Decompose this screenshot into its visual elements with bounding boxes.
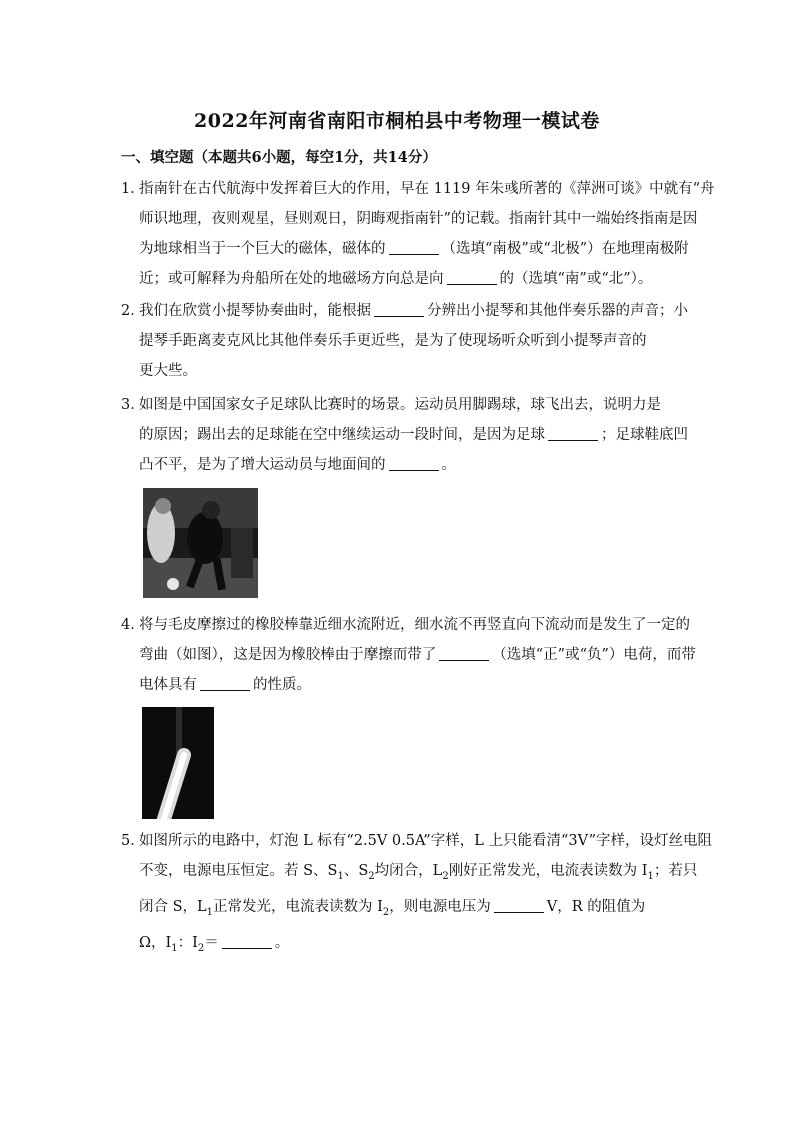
text-span: 我们在欣赏小提琴协奏曲时，能根据 — [139, 303, 371, 319]
text-span: 均闭合，L — [374, 863, 443, 879]
text-span: （选填“正”或“负”）电荷，而带 — [492, 647, 696, 663]
subscript: 2 — [442, 870, 449, 882]
answer-blank — [439, 646, 489, 661]
question-text — [121, 296, 688, 326]
subscript: 1 — [337, 870, 344, 882]
answer-blank — [222, 934, 272, 949]
subscript: 1 — [171, 942, 178, 954]
question-text: 如图是中国国家女子足球队比赛时的场景。运动员用脚踢球，球飞出去，说明力是 — [139, 397, 661, 413]
answer-blank — [374, 302, 424, 317]
question-text — [121, 420, 688, 450]
text-span: 的原因；踢出去的足球能在空中继续运动一段时间，是因为足球 — [139, 427, 545, 443]
question-5 — [121, 826, 713, 964]
text-span: 刚好正常发光，电流表读数为 I — [448, 863, 648, 879]
soccer-photo-drawing — [143, 488, 258, 598]
text-span: ＝ — [204, 934, 219, 951]
text-span: 分辨出小提琴和其他伴奏乐器的声音；小 — [427, 303, 688, 319]
text-span: Ω，I — [139, 934, 172, 951]
question-number: 5． — [121, 833, 145, 849]
text-span: 闭合 S，L — [139, 898, 207, 915]
question-1 — [121, 174, 715, 294]
question-3 — [121, 390, 688, 480]
question-text — [121, 264, 681, 294]
question-text — [121, 640, 696, 670]
text-span: 电体具有 — [139, 677, 197, 693]
text-span: 的（选填“南”或“北”）。 — [499, 271, 653, 287]
question-text: 如图所示的电路中，灯泡 L 标有“2.5V 0.5A”字样，L 上只能看清“3V”字样，设灯丝电阻 — [139, 833, 713, 849]
question-text — [121, 234, 689, 264]
answer-blank — [494, 898, 544, 913]
text-span: 不变，电源电压恒定。若 S、S — [139, 863, 338, 879]
question-text: 提琴手距离麦克风比其他伴奏乐手更近些，是为了使现场听众听到小提琴声音的 — [139, 333, 647, 349]
text-span: 正常发光，电流表读数为 I — [213, 898, 383, 915]
text-span: V，R 的阻值为 — [546, 898, 646, 915]
subscript: 2 — [197, 942, 205, 954]
text-span: 、S — [343, 863, 369, 879]
question-number: 2． — [121, 303, 145, 319]
question-text — [121, 856, 698, 892]
question-number: 1． — [121, 181, 145, 197]
subscript: 1 — [647, 870, 654, 882]
rubber-rod-photo — [142, 707, 214, 819]
question-text: 更大些。 — [139, 363, 197, 379]
answer-blank — [548, 426, 598, 441]
question-text: 指南针在古代航海中发挥着巨大的作用，早在 1119 年朱彧所著的《萍洲可谈》中就有“舟 — [139, 181, 715, 197]
answer-blank — [389, 456, 439, 471]
text-span: 为地球相当于一个巨大的磁体，磁体的 — [139, 241, 386, 257]
answer-blank — [389, 240, 439, 255]
question-text: 将与毛皮摩擦过的橡胶棒靠近细水流附近，细水流不再竖直向下流动而是发生了一定的 — [139, 617, 690, 633]
answer-blank — [447, 270, 497, 285]
text-span: ；足球鞋底凹 — [601, 427, 688, 443]
text-span: 凸不平，是为了增大运动员与地面间的 — [139, 457, 386, 473]
text-span: ，则电源电压为 — [389, 898, 491, 915]
question-text — [121, 670, 681, 700]
subscript: 2 — [368, 870, 375, 882]
question-text — [121, 928, 681, 964]
text-span: （选填“南极”或“北极”）在地理南极附 — [441, 241, 689, 257]
text-span: 的性质。 — [253, 677, 311, 693]
text-span: ；若只 — [653, 863, 698, 879]
soccer-photo — [143, 488, 258, 598]
text-span: 。 — [441, 457, 456, 473]
subscript: 2 — [382, 906, 390, 918]
question-text — [121, 450, 681, 480]
page-title: 2022年河南省南阳市桐柏县中考物理一模试卷 — [194, 110, 600, 132]
text-span: ：I — [177, 934, 198, 951]
subscript: 1 — [206, 906, 214, 918]
question-4 — [121, 610, 696, 700]
question-number: 4． — [121, 617, 145, 633]
text-span: 弯曲（如图），这是因为橡胶棒由于摩擦而带了 — [139, 647, 437, 663]
section-heading: 一、填空题（本题共6小题，每空1分，共14分） — [121, 149, 437, 166]
question-number: 3． — [121, 397, 145, 413]
question-2 — [121, 296, 688, 386]
text-span: 。 — [274, 934, 290, 951]
question-text — [121, 892, 681, 928]
answer-blank — [200, 676, 250, 691]
text-span: 近；或可解释为舟船所在处的地磁场方向总是向 — [139, 271, 444, 287]
rubber-rod-drawing — [142, 707, 214, 819]
question-text: 师识地理，夜则观星，昼则观日，阴晦观指南针”的记载。指南针其中一端始终指南是因 — [139, 211, 698, 227]
